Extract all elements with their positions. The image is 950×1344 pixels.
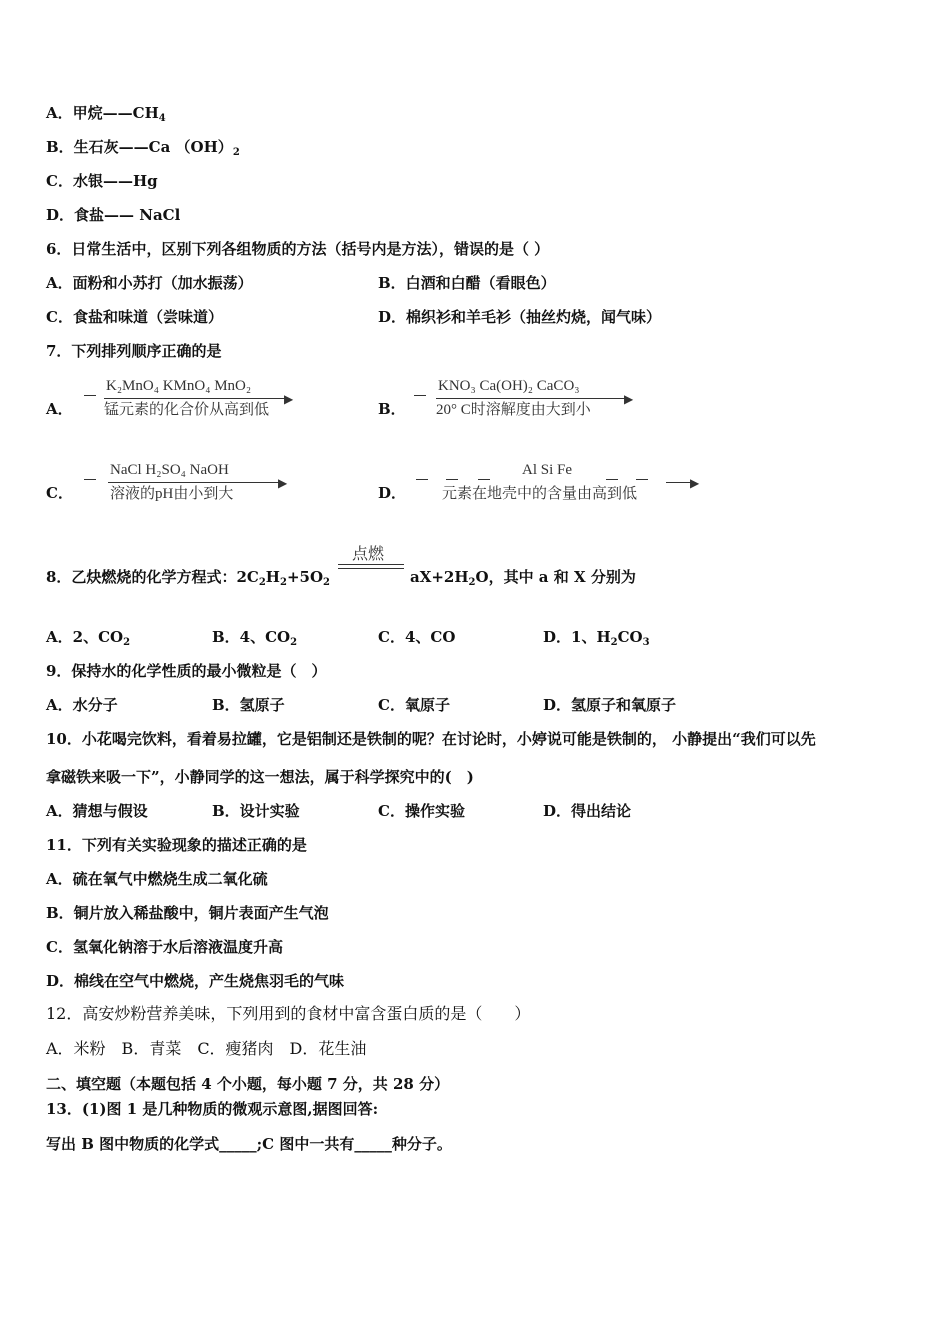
q8-option-d: [543, 627, 650, 647]
q10-option-d: D．得出结论: [543, 802, 632, 820]
q11-option-b: B．铜片放入稀盐酸中，铜片表面产生气泡: [46, 904, 329, 922]
question-13-stem: 13．(1)图 1 是几种物质的微观示意图,据图回答:: [46, 1100, 379, 1118]
q7-option-c-arrow: NaCl H₂SO₄ NaOH ▶ 溶液的pH由小到大: [80, 462, 290, 506]
q7-option-c-label: C．: [46, 484, 73, 502]
q9-option-d: D．氢原子和氧原子: [543, 696, 677, 714]
q9-option-a: A．水分子: [46, 696, 118, 714]
q8-text: +5O: [286, 568, 324, 586]
subscript: 2: [123, 637, 131, 648]
q6-option-b: B．白酒和白醋（看眼色）: [378, 274, 556, 292]
q7-option-a-label: A．: [46, 400, 73, 418]
arrow-bottom-text: 元素在地壳中的含量由高到低: [442, 486, 638, 502]
q11-option-d: D．棉线在空气中燃烧，产生烧焦羽毛的气味: [46, 972, 345, 990]
subscript: 2: [610, 637, 618, 648]
q11-option-c: C．氢氧化钠溶于水后溶液温度升高: [46, 938, 283, 956]
q8-option-b: [212, 627, 297, 647]
q8-option-c: C．4、CO: [378, 628, 456, 646]
q8-text: O，其中 a 和 X 分别为: [475, 568, 636, 586]
option-text: D．1、H: [543, 628, 611, 646]
question-8-stem-rest: [410, 567, 636, 587]
question-13-fill: 写出 B 图中物质的化学式_____;C 图中一共有_____种分子。: [46, 1135, 452, 1153]
reaction-condition: 点燃: [352, 546, 385, 563]
q9-option-b: B．氢原子: [212, 696, 285, 714]
q7-option-b-label: B．: [378, 400, 406, 418]
q7-option-d-label: D．: [378, 484, 407, 502]
subscript: 4: [158, 113, 166, 124]
q11-option-a: A．硫在氧气中燃烧生成二氧化硫: [46, 870, 268, 888]
q10-option-c: C．操作实验: [378, 802, 465, 820]
question-8-stem: [46, 567, 330, 587]
arrow-bottom-text: 锰元素的化合价从高到低: [104, 402, 270, 418]
q10-option-b: B．设计实验: [212, 802, 300, 820]
q7-option-a-arrow: K₂MnO₄ KMnO₄ MnO₂ ▶ 锰元素的化合价从高到低: [80, 378, 300, 422]
q8-text: 8．乙炔燃烧的化学方程式：2C: [46, 568, 259, 586]
subscript: 2: [290, 637, 298, 648]
subscript: 2: [323, 577, 330, 588]
option-c-mercury: C．水银——Hg: [46, 172, 158, 190]
arrow-bottom-text: 20° C时溶解度由大到小: [436, 402, 591, 418]
arrow-top-text: Al Si Fe: [522, 462, 573, 478]
option-text: A．甲烷——CH: [46, 104, 159, 122]
option-b-quicklime: [46, 137, 240, 157]
option-d-salt: D．食盐—— NaCl: [46, 206, 181, 224]
option-text: A．2、CO: [46, 628, 124, 646]
question-9-stem: 9．保持水的化学性质的最小微粒是（ ）: [46, 662, 327, 680]
section-2-heading: 二、填空题（本题包括 4 个小题，每小题 7 分，共 28 分）: [46, 1075, 450, 1093]
question-10-stem-line1: 10．小花喝完饮料，看着易拉罐，它是铝制还是铁制的呢？在讨论时，小婷说可能是铁制的， 小静提出“我们可以先: [46, 730, 816, 748]
option-text: B．生石灰——Ca （OH）: [46, 138, 233, 156]
arrow-bottom-text: 溶液的pH由小到大: [110, 486, 234, 502]
q6-option-d: D．棉织衫和羊毛衫（抽丝灼烧，闻气味）: [378, 308, 662, 326]
arrow-top-text: NaCl H₂SO₄ NaOH: [110, 462, 229, 478]
option-text: B．4、CO: [212, 628, 291, 646]
option-a-methane: [46, 103, 166, 123]
subscript: 2: [232, 147, 240, 158]
q8-text: aX+2H: [410, 568, 469, 586]
arrow-top-text: K₂MnO₄ KMnO₄ MnO₂: [106, 378, 252, 394]
subscript: 2: [468, 577, 476, 588]
q7-option-d-arrow: Al Si Fe ▶ 元素在地壳中的含量由高到低: [410, 462, 700, 506]
question-10-stem-line2: 拿磁铁来吸一下”，小静同学的这一想法，属于科学探究中的( ): [46, 768, 474, 786]
q8-text: H: [265, 568, 280, 586]
subscript: 2: [279, 577, 287, 588]
q6-option-a: A．面粉和小苏打（加水振荡）: [46, 274, 253, 292]
subscript: 2: [258, 577, 266, 588]
question-12-stem: 12．高安炒粉营养美味，下列用到的食材中富含蛋白质的是（ ）: [46, 1004, 531, 1023]
question-6-stem: 6．日常生活中，区别下列各组物质的方法（括号内是方法），错误的是（ ）: [46, 240, 550, 258]
question-11-stem: 11．下列有关实验现象的描述正确的是: [46, 836, 307, 854]
q6-option-c: C．食盐和味道（尝味道）: [46, 308, 223, 326]
arrow-top-text: KNO₃ Ca(OH)₂ CaCO₃: [438, 378, 580, 394]
option-text: CO: [617, 628, 643, 646]
q12-options: A．米粉 B．青菜 C．瘦猪肉 D．花生油: [46, 1039, 367, 1058]
q8-option-a: [46, 627, 130, 647]
subscript: 3: [642, 637, 650, 648]
question-7-stem: 7．下列排列顺序正确的是: [46, 342, 222, 360]
q7-option-b-arrow: KNO₃ Ca(OH)₂ CaCO₃ ▶ 20° C时溶解度由大到小: [410, 378, 640, 422]
q10-option-a: A．猜想与假设: [46, 802, 148, 820]
q9-option-c: C．氧原子: [378, 696, 450, 714]
